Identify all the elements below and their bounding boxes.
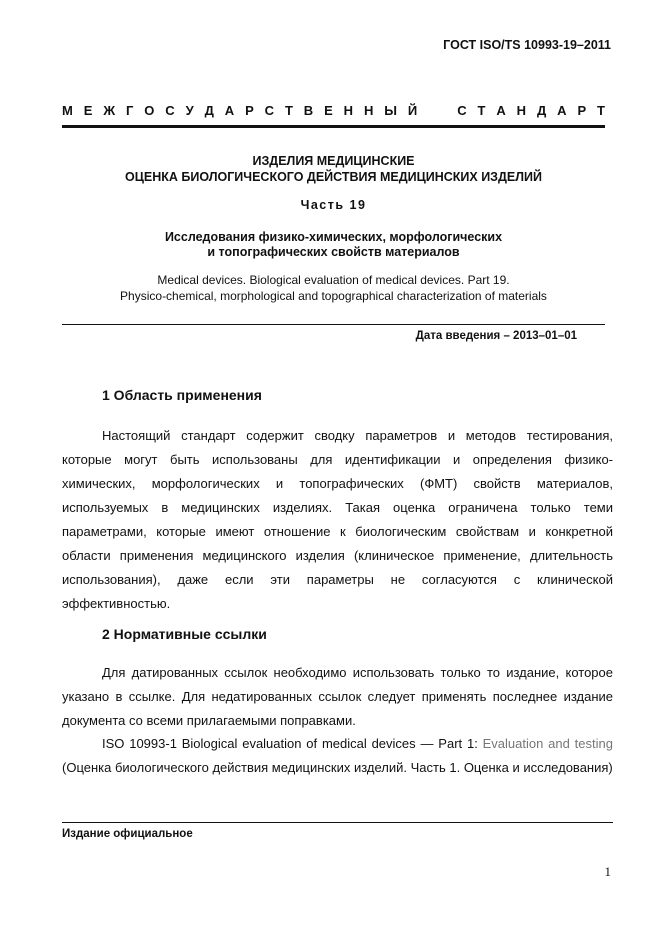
scope-paragraph xyxy=(62,424,613,616)
banner-letter: Е xyxy=(83,103,93,118)
page-number: 1 xyxy=(604,864,611,879)
banner-gap xyxy=(443,103,447,118)
banner-letter: Т xyxy=(597,103,605,118)
section-title-references: 2 Нормативные ссылки xyxy=(102,626,267,642)
official-edition-note: Издание официальное xyxy=(62,828,193,840)
banner-letter: А xyxy=(224,103,235,118)
banner-letter: С xyxy=(165,103,175,118)
introduction-date: Дата введения – 2013–01–01 xyxy=(415,330,577,342)
banner-letter: Д xyxy=(536,103,547,118)
reference-translation: (Оценка биологического действия медицинских изделий. Часть 1. Оценка и исследования) xyxy=(62,760,613,775)
banner-letter: Д xyxy=(204,103,214,118)
banner-letter: Й xyxy=(407,103,418,118)
scope-text: Настоящий стандарт содержит сводку параметров и методов тестирования, которые могут быть использованы для идентификации и определения физико-химических, морфологических и топографических (ФМТ) свойств материалов, используемых в медицинских изделиях. Такая оценка ограничена только теми параметрами, которые имеют отношение к биологическим свойствам и конкретной области применения медицинского изделия (клиническое применение, длительность использования), даже если эти параметры не согласуются с клинической эффективностью. xyxy=(62,428,613,611)
header-rule xyxy=(62,125,605,128)
subtitle-line: Исследования физико-химических, морфологических xyxy=(164,230,503,244)
reference-title: ISO 10993-1 Biological evaluation of medical devices — Part 1: xyxy=(102,736,483,751)
banner-letter: А xyxy=(496,103,506,118)
banner-letter: Р xyxy=(245,103,254,118)
title-rule xyxy=(62,324,605,325)
reference-entry xyxy=(62,732,613,780)
subtitle-line: и топографических свойств материалов xyxy=(207,245,460,259)
banner-letter: У xyxy=(185,103,194,118)
banner-letter: С xyxy=(264,103,275,118)
banner-letter: Н xyxy=(343,103,354,118)
banner-letter: Т xyxy=(477,103,486,118)
banner-letter: М xyxy=(62,103,73,118)
banner-letter: Н xyxy=(516,103,527,118)
banner-letter: Н xyxy=(363,103,374,118)
title-line: ИЗДЕЛИЯ МЕДИЦИНСКИЕ xyxy=(252,154,415,168)
section-title-scope: 1 Область применения xyxy=(102,387,262,403)
banner-letter: Ж xyxy=(103,103,116,118)
english-title-line: Medical devices. Biological evaluation of medical devices. Part 19. xyxy=(157,273,510,287)
english-title-line: Physico-chemical, morphological and topographical characterization of materials xyxy=(120,289,547,303)
banner-letter: Г xyxy=(125,103,134,118)
standard-banner xyxy=(62,103,605,118)
references-paragraph xyxy=(62,661,613,733)
banner-letter: С xyxy=(457,103,467,118)
banner-letter: Ы xyxy=(384,103,397,118)
document-code: ГОСТ ISO/TS 10993-19–2011 xyxy=(443,38,611,52)
title-line: ОЦЕНКА БИОЛОГИЧЕСКОГО ДЕЙСТВИЯ МЕДИЦИНСКИХ ИЗДЕЛИЙ xyxy=(125,170,542,184)
banner-letter: Р xyxy=(577,103,587,118)
banner-letter: Е xyxy=(324,103,333,118)
document-title xyxy=(62,153,605,185)
banner-gap xyxy=(428,103,432,118)
banner-letter: В xyxy=(303,103,314,118)
english-title xyxy=(62,272,605,304)
footer-rule xyxy=(62,822,613,823)
banner-letter: О xyxy=(144,103,155,118)
banner-letter: Т xyxy=(284,103,293,118)
document-subtitle xyxy=(62,230,605,260)
reference-title-gray: Evaluation and testing xyxy=(482,736,613,751)
banner-letter: А xyxy=(557,103,567,118)
references-text: Для датированных ссылок необходимо использовать только то издание, которое указано в ссылке. Для недатированных ссылок следует применять последнее издание документа со всеми прилагаемыми поправками. xyxy=(62,665,613,728)
part-label: Часть 19 xyxy=(300,198,367,212)
